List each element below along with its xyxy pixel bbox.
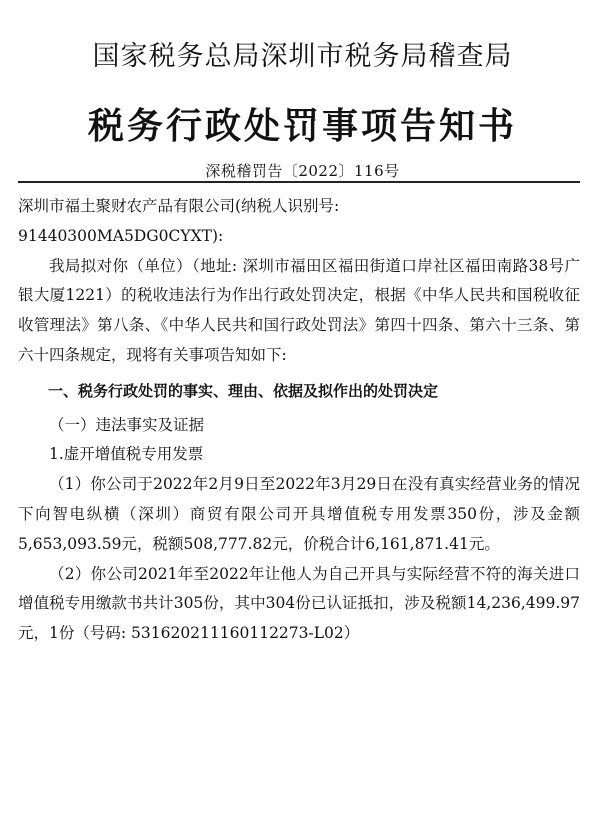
item-heading: 1.虚开增值税专用发票 [49,445,204,464]
fact-paragraph-2: （2）你公司2021年至2022年让他人为自己开具与实际经营不符的海关进口增值税专用缴款书共计305份，其中304份已认证抵扣，涉及税额14,236,499.97元，1份（号码: 531620211160112273-L02） [18,564,580,643]
header-divider [18,181,580,183]
intro-paragraph: 我局拟对你（单位）（地址: 深圳市福田区福田街道口岸社区福田南路38号广银大厦1221）的税收违法行为作出行政处罚决定，根据《中华人民共和国税收征收管理法》第八条、《中华人民共和国行政处罚法》第四十四条、第六十三条、第六十四条规定，现将有关事项告知如下: [18,256,580,364]
document-number: 深税稽罚告〔2022〕116号 [205,162,400,180]
recipient-line-2: 91440300MA5DG0CYXT): [18,226,224,245]
fact-paragraph-1: （1）你公司于2022年2月9日至2022年3月29日在没有真实经营业务的情况下向智电纵横（深圳）商贸有限公司开具增值税专用发票350份，涉及金额5,653,093.59元，税额508,777.82元，价税合计6,161,871.41元。 [18,475,580,553]
sub-heading: （一）违法事实及证据 [49,415,205,434]
issuing-agency: 国家税务总局深圳市税务局稽查局 [92,41,513,72]
document-title: 税务行政处罚事项告知书 [87,105,517,147]
document-body [18,192,580,649]
recipient-line-1: 深圳市福土聚财农产品有限公司(纳税人识别号: [18,197,340,215]
section-heading: 一、税务行政处罚的事实、理由、依据及拟作出的处罚决定 [48,381,439,400]
